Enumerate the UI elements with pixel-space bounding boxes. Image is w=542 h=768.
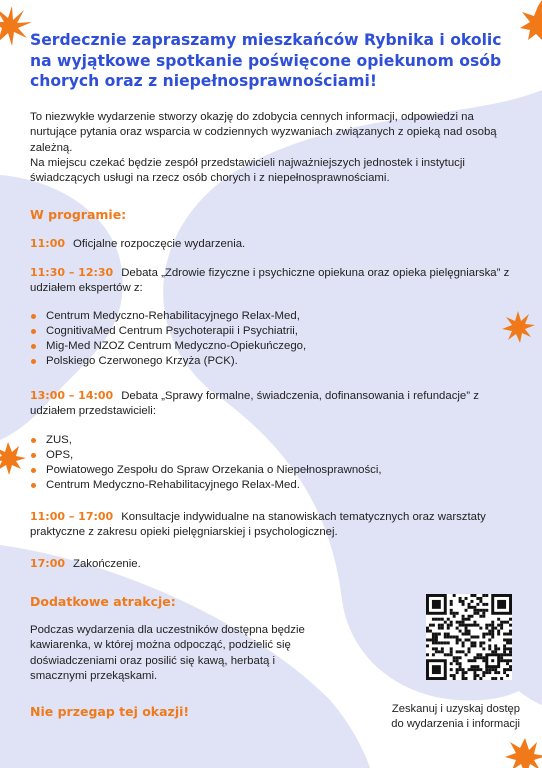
program-heading: W programie:: [30, 207, 127, 222]
program-item-closing: [30, 556, 525, 572]
program-item-debate-health: [30, 265, 525, 297]
extras-text: Podczas wydarzenia dla uczestników dostępna będzie kawiarenka, w której można odpocząć, podzielić się doświadczeniami oraz posilić się kawą, herbatą i smacznymi przekąskami.: [30, 624, 305, 682]
list-item: Centrum Medyczno-Rehabilitacyjnego Relax-Med.: [30, 478, 382, 493]
list-item: ZUS,: [30, 433, 382, 448]
program-item-debate-formal: [30, 388, 525, 420]
qr-caption-line: do wydarzenia i informacji: [391, 718, 520, 730]
intro-block: [30, 110, 520, 186]
qr-code[interactable]: [426, 594, 512, 680]
list-item: Mig-Med NZOZ Centrum Medyczno-Opiekuńczego,: [30, 339, 306, 354]
program-time: 17:00: [30, 557, 66, 570]
list-item: Centrum Medyczno-Rehabilitacyjnego Relax-Med,: [30, 309, 306, 324]
program-time: 11:00 – 17:00: [30, 510, 114, 523]
program-text: Konsultacje indywidualne na stanowiskach tematycznych oraz warsztaty praktyczne z zakresu opieki pielęgniarskiej i psychologicznej.: [30, 511, 486, 539]
program-text: Debata „Zdrowie fizyczne i psychiczne opiekuna oraz opieka pielęgniarska” z udziałem ekspertów z:: [30, 267, 510, 295]
list-item: Polskiego Czerwonego Krzyża (PCK).: [30, 354, 306, 369]
program-text: Zakończenie.: [73, 558, 141, 570]
intro-paragraph: To niezwykłe wydarzenie stworzy okazję do zdobycia cennych informacji, odpowiedzi na nurtujące pytania oraz wsparcia w codziennych wyzwaniach związanych z opieką nad osobą zależną.: [30, 111, 497, 154]
intro-paragraph: Na miejscu czekać będzie zespół przedstawicieli najważniejszych jednostek i instytucji świadczących usługi na rzecz osób chorych i z niepełnosprawnościami.: [30, 156, 465, 185]
program-time: 11:30 – 12:30: [30, 266, 114, 279]
program-text: Debata „Sprawy formalne, świadczenia, dofinansowania i refundacje” z udziałem przedstawicieli:: [30, 390, 479, 418]
qr-caption-line: Zeskanuj i uzyskaj dostęp: [391, 703, 520, 715]
headline: Serdecznie zapraszamy mieszkańców Rybnika i okolic na wyjątkowe spotkanie poświęcone opiekunom osób chorych oraz z niepełnosprawnościami!: [30, 31, 502, 90]
program-text: Oficjalne rozpoczęcie wydarzenia.: [73, 238, 246, 250]
program-time: 13:00 – 14:00: [30, 389, 114, 402]
representatives-list: [30, 433, 382, 493]
qr-caption: [360, 702, 520, 732]
extras-heading: Dodatkowe atrakcje:: [30, 594, 176, 609]
list-item: OPS,: [30, 448, 382, 463]
program-item-consultations: [30, 509, 525, 541]
program-item-opening: [30, 236, 525, 252]
list-item: Powiatowego Zespołu do Spraw Orzekania o Niepełnosprawności,: [30, 463, 382, 478]
program-time: 11:00: [30, 237, 66, 250]
list-item: CognitivaMed Centrum Psychoterapii i Psychiatrii,: [30, 324, 306, 339]
closing-callout: Nie przegap tej okazji!: [30, 704, 190, 719]
experts-list: [30, 309, 306, 369]
